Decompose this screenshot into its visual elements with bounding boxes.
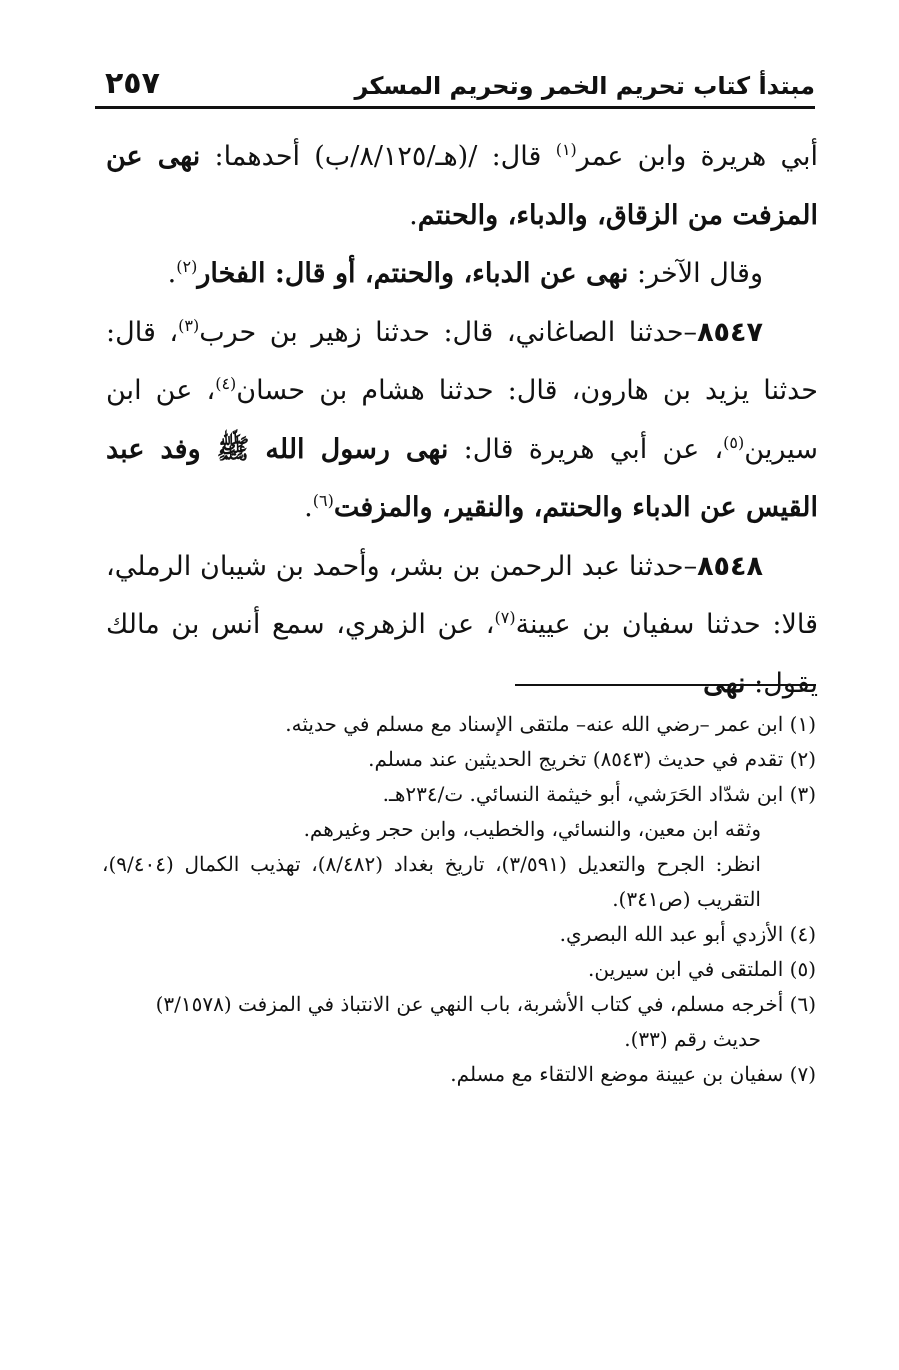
page-header	[95, 66, 815, 109]
footnote-3-references: انظر: الجرح والتعديل (٣/٥٩١)، تاريخ بغداد (٨/٤٨٢)، تهذيب الكمال (٩/٤٠٤)، التقريب (ص٣٤١).	[102, 852, 761, 911]
footnote-7: (٧) سفيان بن عيينة موضع الالتقاء مع مسلم.	[450, 1062, 816, 1086]
footnote-4: (٤) الأزدي أبو عبد الله البصري.	[559, 922, 816, 946]
footnote-6-line-1: (٦) أخرجه مسلم، في كتاب الأشربة، باب النهي عن الانتباذ في المزفت (٣/١٥٧٨)	[155, 992, 816, 1016]
text-span: ، قال: حدثنا يزيد بن هارون، قال: حدثنا هشام بن حسان	[106, 316, 818, 406]
footnote-marker: (٢)	[176, 257, 198, 276]
footnote-marker: (٥)	[723, 432, 745, 452]
paragraph-2	[106, 245, 818, 304]
hadith-number: ٨٥٤٨	[697, 550, 763, 582]
footnote-6-line-2: حديث رقم (٣٣).	[624, 1027, 761, 1051]
text-span: ، عن ابن سيرين	[106, 375, 819, 465]
footnote-marker: (٧)	[494, 608, 516, 627]
footnote-3-continuation: وثقه ابن معين، والنسائي، والخطيب، وابن حجر وغيرهم.	[303, 817, 761, 841]
text-span: –حدثنا الصاغاني، قال: حدثنا زهير بن حرب	[199, 316, 698, 348]
running-title: مبتدأ كتاب تحريم الخمر وتحريم المسكر	[354, 72, 815, 100]
paragraph-hadith-8548	[106, 538, 818, 714]
footnote-marker: (١)	[555, 140, 577, 159]
footnote-separator	[515, 684, 816, 686]
bold-text: نهى رسول الله ﷺ وفد عبد القيس عن الدباء والحنتم، والنقير، والمزفت	[106, 433, 818, 523]
footnote-5: (٥) الملتقى في ابن سيرين.	[587, 957, 816, 981]
text-span: أبي هريرة وابن عمر	[576, 141, 819, 172]
footnote-marker: (٣)	[178, 315, 200, 335]
bold-text: نهى	[703, 667, 746, 699]
text-span: .	[409, 199, 418, 231]
footnote-3: (٣) ابن شدّاد الحَرَشي، أبو خيثمة النسائي. ت/٢٣٤هـ.	[382, 782, 816, 806]
text-span: .	[167, 258, 177, 289]
text-span: –حدثنا عبد الرحمن بن بشر، وأحمد بن شيبان الرملي، قالا: حدثنا سفيان بن عيينة	[106, 550, 818, 640]
footnotes	[102, 707, 816, 1092]
footnote-marker: (٦)	[312, 491, 334, 510]
bold-text: نهى عن المزفت من الزقاق، والدباء، والحنتم	[106, 141, 818, 231]
paragraph-1	[106, 128, 818, 245]
footnote-1: (١) ابن عمر –رضي الله عنه– ملتقى الإسناد مع مسلم في حديثه.	[285, 712, 816, 736]
text-span: قال: /(هـ/٨/١٢٥/ب) أحدهما:	[200, 141, 556, 172]
paragraph-hadith-8547	[106, 304, 818, 538]
footnote-2: (٢) تقدم في حديث (٨٥٤٣) تخريج الحديثين عند مسلم.	[368, 747, 816, 771]
text-span: .	[304, 492, 313, 523]
main-text	[106, 128, 818, 713]
footnote-marker: (٤)	[215, 374, 237, 393]
page-number: ٢٥٧	[105, 66, 160, 101]
footnote-6	[102, 987, 816, 1057]
text-span: ، عن أبي هريرة قال:	[448, 433, 724, 465]
bold-text: نهى عن الدباء، والحنتم، أو قال: الفخار	[197, 258, 629, 289]
hadith-number: ٨٥٤٧	[697, 316, 763, 348]
text-span: وقال الآخر:	[628, 258, 763, 289]
text-span: ، عن الزهري، سمع أنس بن مالك يقول:	[106, 609, 818, 699]
